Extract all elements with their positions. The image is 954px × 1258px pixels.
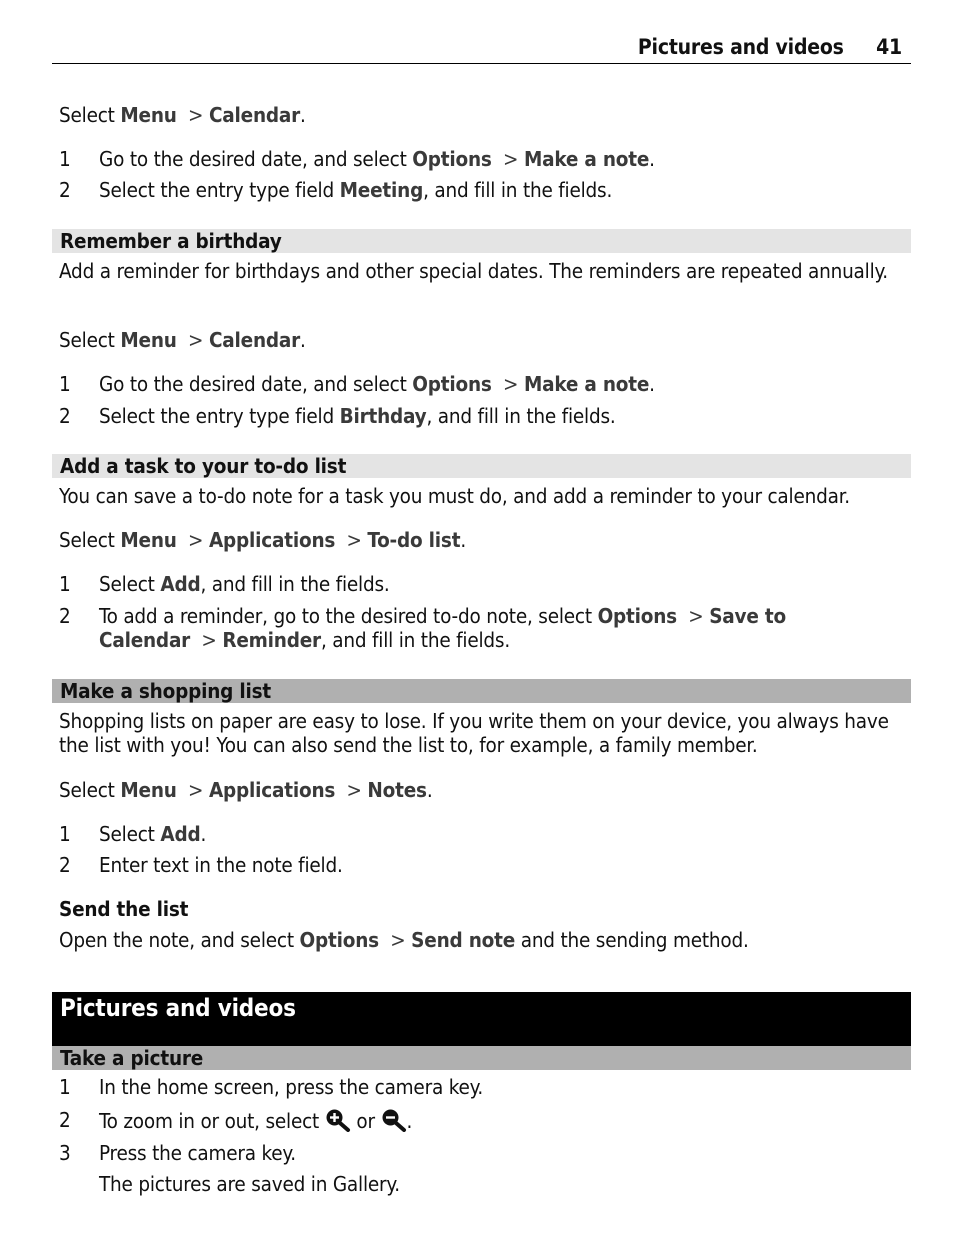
intro-step-1: Go to the desired date, and select Options > Make a note.	[99, 147, 655, 171]
section-heading-take-picture	[52, 1046, 911, 1070]
section-title: Add a task to your to-do list	[60, 454, 347, 478]
section-title: Make a shopping list	[60, 679, 271, 703]
step-number: 2	[59, 404, 71, 428]
zoom-out-icon	[381, 1108, 407, 1132]
section-title: Remember a birthday	[60, 229, 282, 253]
section-heading-birthday	[52, 229, 911, 253]
page-number: 41	[876, 35, 902, 59]
step-number: 1	[59, 822, 71, 846]
shopping-step-2: Enter text in the note field.	[99, 853, 343, 877]
birthday-step-2: Select the entry type field Birthday, and fill in the fields.	[99, 404, 616, 428]
step-number: 2	[59, 853, 71, 877]
step-number: 2	[59, 178, 71, 202]
todo-step-2: To add a reminder, go to the desired to-do note, select Options > Save to Calendar > Reminder, and fill in the fields.	[99, 604, 786, 652]
birthday-description: Add a reminder for birthdays and other special dates. The reminders are repeated annually.	[59, 259, 888, 283]
header-rule	[52, 63, 911, 64]
zoom-in-icon	[325, 1108, 351, 1132]
birthday-select-path: Select Menu > Calendar.	[59, 328, 306, 352]
todo-step-1: Select Add, and fill in the fields.	[99, 572, 390, 596]
section-heading-shopping	[52, 679, 911, 703]
shopping-step-1: Select Add.	[99, 822, 207, 846]
intro-select-path: Select Menu > Calendar.	[59, 103, 306, 127]
birthday-step-1: Go to the desired date, and select Options > Make a note.	[99, 372, 655, 396]
step-number: 1	[59, 1075, 71, 1099]
shopping-description: Shopping lists on paper are easy to lose. If you write them on your device, you always have the list with you! You can also send the list to, for example, a family member.	[59, 709, 889, 757]
picture-step-3: Press the camera key.	[99, 1141, 296, 1165]
section-heading-todo	[52, 454, 911, 478]
picture-step-2: To zoom in or out, select or .	[99, 1109, 413, 1133]
shopping-select-path: Select Menu > Applications > Notes.	[59, 778, 433, 802]
step-number: 2	[59, 604, 71, 628]
intro-step-2: Select the entry type field Meeting, and fill in the fields.	[99, 178, 613, 202]
step-number: 1	[59, 572, 71, 596]
step-number: 3	[59, 1141, 71, 1165]
send-list-text: Open the note, and select Options > Send note and the sending method.	[59, 928, 749, 952]
subheading-send-list: Send the list	[59, 897, 189, 921]
todo-description: You can save a to-do note for a task you must do, and add a reminder to your calendar.	[59, 484, 850, 508]
header-title: Pictures and videos	[637, 35, 844, 59]
picture-note: The pictures are saved in Gallery.	[99, 1172, 400, 1196]
section-title: Take a picture	[60, 1046, 204, 1070]
chapter-banner	[52, 992, 911, 1046]
running-header	[638, 35, 902, 59]
step-number: 2	[59, 1108, 71, 1132]
step-number: 1	[59, 147, 71, 171]
step-number: 1	[59, 372, 71, 396]
picture-step-1: In the home screen, press the camera key.	[99, 1075, 484, 1099]
todo-select-path: Select Menu > Applications > To-do list.	[59, 528, 466, 552]
chapter-title: Pictures and videos	[60, 994, 296, 1022]
